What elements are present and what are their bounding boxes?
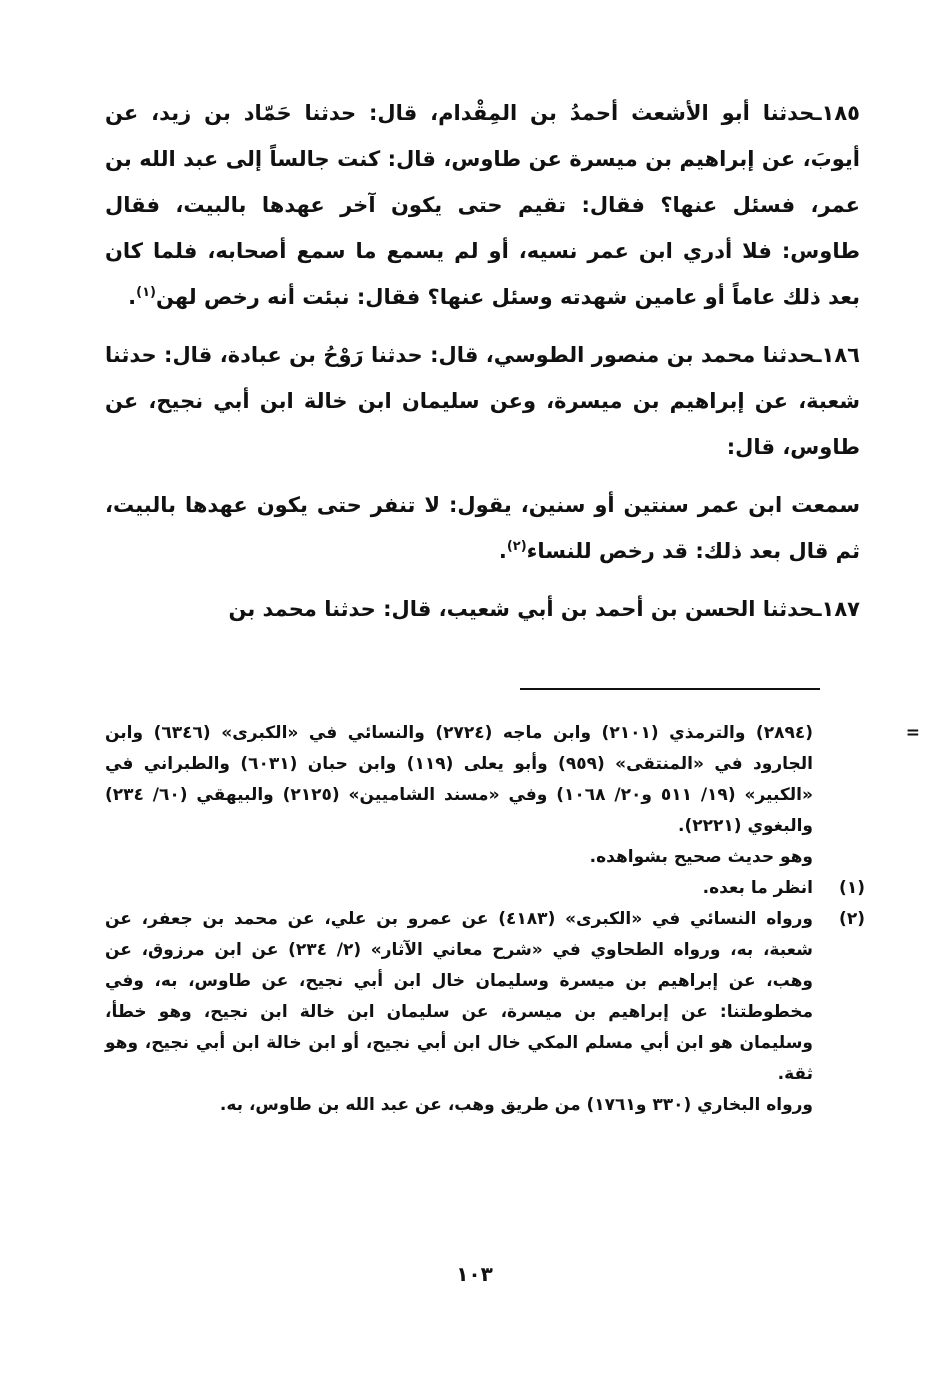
hadith-body: سمعت ابن عمر سنتين أو سنين، يقول: لا تنفر حتى يكون عهدها بالبيت، ثم قال بعد ذلك: قد رخص للنساء	[105, 493, 860, 563]
footnote-2	[105, 904, 865, 1121]
hadith-end: .	[128, 285, 137, 309]
hadith-number: ١٨٥ـ	[814, 101, 860, 125]
footnote-separator	[520, 688, 820, 690]
footnote-line: ورواه البخاري (٣٣٠ و١٧٦١) من طريق وهب، عن عبد الله بن طاوس، به.	[219, 1095, 813, 1115]
footnote-line: ورواه النسائي في «الكبرى» (٤١٨٣) عن عمرو بن علي، عن محمد بن جعفر، عن شعبة، به، ورواه الطحاوي في «شرح معاني الآثار» (٢/ ٢٣٤) عن ابن مرزوق، عن وهب، عن إبراهيم بن ميسرة وسليمان خال ابن أبي نجيح، عن طاوس، به، وفي مخطوطتنا: عن إبراهيم بن ميسرة، عن سليمان ابن خالة ابن نجيح، وهو خطأ، وسليمان هو ابن أبي مسلم المكي خال ابن أبي نجيح، أو ابن خالة ابن أبي نجيح، وهو ثقة.	[105, 909, 813, 1084]
hadith-number: ١٨٧ـ	[814, 597, 860, 621]
footnote-marker: (١)	[839, 878, 865, 898]
footnote-marker: (٢)	[839, 909, 865, 929]
footnote-continuation	[105, 718, 920, 873]
hadith-body: حدثنا أبو الأشعث أحمدُ بن المِقْدام، قال: حدثنا حَمّاد بن زيد، عن أيوبَ، عن إبراهيم بن ميسرة عن طاوس، قال: كنت جالساً إلى عبد الله بن عمر، فسئل عنها؟ فقال: تقيم حتى يكون آخر عهدها بالبيت، فقال طاوس: فلا أدري ابن عمر نسيه، أو لم يسمع ما سمع أصحابه، فلما كان بعد ذلك عاماً أو عامين شهدته وسئل عنها؟ فقال: نبئت أنه رخص لهن	[105, 101, 860, 309]
footnote-1	[105, 873, 865, 904]
hadith-body: حدثنا محمد بن منصور الطوسي، قال: حدثنا رَوْحُ بن عبادة، قال: حدثنا شعبة، عن إبراهيم بن ميسرة، وعن سليمان ابن خالة ابن أبي نجيح، عن طاوس، قال:	[105, 343, 860, 459]
footnote-line: وهو حديث صحيح بشواهده.	[589, 847, 813, 867]
hadith-186	[105, 332, 860, 470]
continuation-marker: =	[905, 723, 920, 743]
page-number: ١٠٣	[456, 1262, 493, 1286]
footnote-ref[interactable]: (٢)	[506, 539, 527, 554]
footnote-ref[interactable]: (١)	[136, 285, 156, 300]
hadith-187	[105, 586, 860, 632]
footnote-line: انظر ما بعده.	[702, 878, 813, 898]
hadith-text	[105, 90, 860, 632]
hadith-186-quote	[105, 482, 860, 574]
hadith-number: ١٨٦ـ	[814, 343, 860, 367]
footnote-line: (٢٨٩٤) والترمذي (٢١٠١) وابن ماجه (٢٧٢٤) والنسائي في «الكبرى» (٦٣٤٦) وابن الجارود في «المنتقى» (٩٥٩) وأبو يعلى (١١٩) وابن حبان (٦٠٣١) والطبراني في «الكبير» (١٩/ ٥١١ و٢٠/ ١٠٦٨) وفي «مسند الشاميين» (٢١٢٥) والبيهقي (٦٠/ ٢٣٤) والبغوي (٢٢٢١).	[105, 723, 814, 836]
main-text-block	[105, 90, 860, 644]
hadith-185	[105, 90, 860, 320]
footnotes-section	[105, 718, 920, 1121]
hadith-end: .	[498, 539, 507, 563]
hadith-body: حدثنا الحسن بن أحمد بن أبي شعيب، قال: حدثنا محمد بن	[228, 597, 815, 621]
